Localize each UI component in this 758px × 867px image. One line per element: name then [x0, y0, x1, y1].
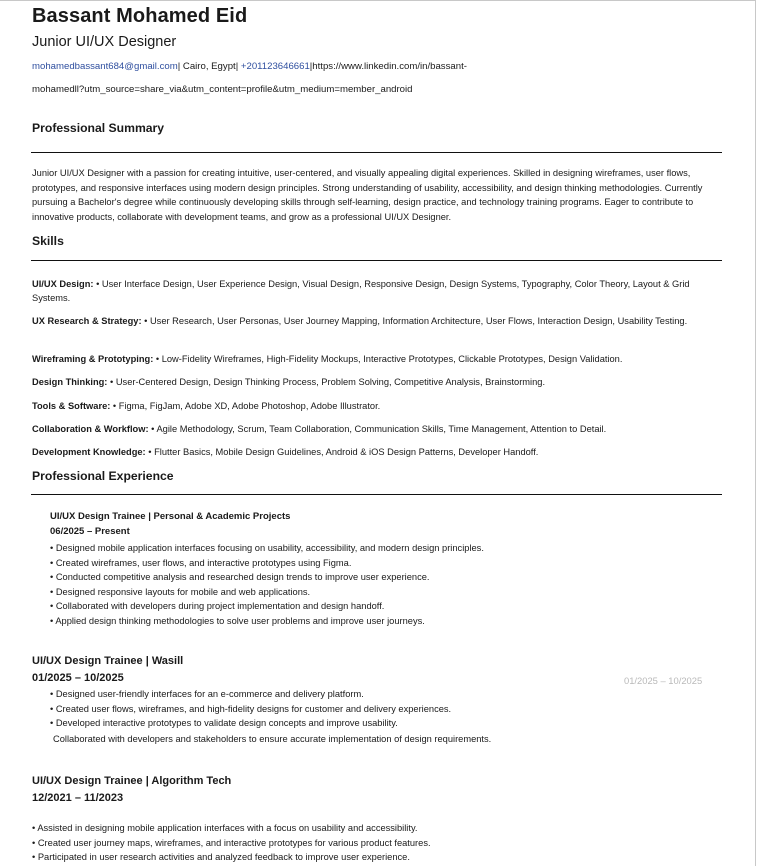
skill-text: • User Research, User Personas, User Journey Mapping, Information Architecture, User Flows, Interaction Design, Usability Testing. — [141, 316, 688, 326]
skill-label: Wireframing & Prototyping: — [32, 354, 154, 364]
job-bullets — [50, 687, 451, 731]
skill-item-development — [32, 445, 722, 459]
skill-item-collaboration — [32, 422, 722, 436]
list-item: • Created user journey maps, wireframes, and interactive prototypes for various product features. — [32, 837, 431, 848]
list-item: • Applied design thinking methodologies to solve user problems and improve user journeys. — [50, 615, 425, 626]
section-divider — [31, 152, 722, 153]
list-item: • Developed interactive prototypes to validate design concepts and improve usability. — [50, 718, 398, 728]
summary-text: Junior UI/UX Designer with a passion for creating intuitive, user-centered, and visually appealing digital experiences. Skilled in designing wireframes, user flows, prototypes, and responsive interfaces using modern design principles. Strong understanding of usability, accessibility, and design thinking methodologies. Currently pursuing a Bachelor's degree while continuously developing skills through self-learning, design practice, and technology training programs. Eager to contribute to innovative products, collaborate with development teams, and grow as a professional UI/UX Designer. — [32, 168, 703, 222]
skill-label: Development Knowledge: — [32, 447, 146, 457]
skill-label: Collaboration & Workflow: — [32, 424, 149, 434]
job-dates: 06/2025 – Present — [50, 526, 130, 537]
skill-label: UI/UX Design: — [32, 279, 94, 289]
linkedin-url-part1[interactable]: https://www.linkedin.com/in/bassant- — [312, 61, 467, 72]
list-item: • Created user flows, wireframes, and high-fidelity designs for customer and delivery experiences. — [50, 703, 452, 714]
skill-text: • User-Centered Design, Design Thinking Process, Problem Solving, Competitive Analysis, Brainstorming. — [107, 377, 546, 387]
location-text: Cairo, Egypt — [182, 61, 236, 72]
job-title: UI/UX Design Trainee | Wasill — [32, 655, 184, 667]
job-dates: 01/2025 – 10/2025 — [32, 672, 124, 684]
skill-item-uiux — [32, 277, 722, 306]
separator: | — [235, 61, 241, 72]
email-link[interactable]: mohamedbassant684@gmail.com — [32, 61, 178, 72]
skill-item-research — [32, 314, 722, 328]
job-title: UI/UX Design Trainee | Algorithm Tech — [32, 775, 232, 787]
candidate-title: Junior UI/UX Designer — [32, 34, 177, 50]
skill-item-tools — [32, 399, 722, 413]
section-divider — [31, 260, 722, 261]
skill-label: UX Research & Strategy: — [32, 316, 142, 326]
list-item: • Collaborated with developers during project implementation and design handoff. — [50, 601, 385, 611]
skills-heading: Skills — [32, 234, 64, 248]
job-title: UI/UX Design Trainee | Personal & Academic Projects — [50, 511, 291, 522]
job-side-dates: 01/2025 – 10/2025 — [624, 675, 703, 686]
job-bullets — [50, 541, 484, 628]
list-item: • Participated in user research activities and analyzed feedback to improve user experience. — [32, 852, 410, 862]
skill-label: Tools & Software: — [32, 401, 111, 411]
skill-text: • Flutter Basics, Mobile Design Guidelines, Android & iOS Design Patterns, Developer Handoff. — [145, 447, 539, 457]
skill-text: • User Interface Design, User Experience Design, Visual Design, Responsive Design, Design Systems, Typography, Color Theory, Layout & Grid Systems. — [32, 279, 690, 304]
skill-text: • Low-Fidelity Wireframes, High-Fidelity Mockups, Interactive Prototypes, Clickable Prototypes, Design Validation. — [153, 354, 623, 364]
list-item: • Designed user-friendly interfaces for an e-commerce and delivery platform. — [50, 689, 364, 699]
linkedin-url-part2[interactable]: mohamedll?utm_source=share_via&utm_content=profile&utm_medium=member_android — [32, 84, 413, 95]
skill-text: • Figma, FigJam, Adobe XD, Adobe Photoshop, Adobe Illustrator. — [110, 401, 381, 411]
list-item: • Designed responsive layouts for mobile and web applications. — [50, 586, 311, 597]
separator: | — [177, 61, 183, 72]
job-dates: 12/2021 – 11/2023 — [32, 792, 124, 804]
list-item: • Designed mobile application interfaces focusing on usability, accessibility, and modern design principles. — [50, 543, 484, 553]
skill-text: • Agile Methodology, Scrum, Team Collaboration, Communication Skills, Time Management, Attention to Detail. — [148, 424, 607, 434]
list-item: • Assisted in designing mobile application interfaces with a focus on usability and accessibility. — [32, 823, 418, 833]
summary-heading: Professional Summary — [32, 121, 165, 135]
job-extra-line: Collaborated with developers and stakeholders to ensure accurate implementation of design requirements. — [53, 734, 492, 744]
candidate-name: Bassant Mohamed Eid — [32, 5, 248, 27]
list-item: • Conducted competitive analysis and researched design trends to improve user experience. — [50, 572, 430, 582]
separator: | — [309, 61, 313, 72]
list-item: • Created wireframes, user flows, and interactive prototypes using Figma. — [50, 557, 352, 568]
skill-item-wireframing — [32, 352, 722, 366]
section-divider — [31, 494, 722, 495]
skill-item-design-thinking — [32, 375, 722, 389]
experience-heading: Professional Experience — [32, 469, 174, 483]
contact-line-2 — [32, 75, 413, 104]
skill-label: Design Thinking: — [32, 377, 108, 387]
job-bullets — [32, 821, 431, 865]
phone-link[interactable]: +201123646661 — [240, 61, 310, 72]
